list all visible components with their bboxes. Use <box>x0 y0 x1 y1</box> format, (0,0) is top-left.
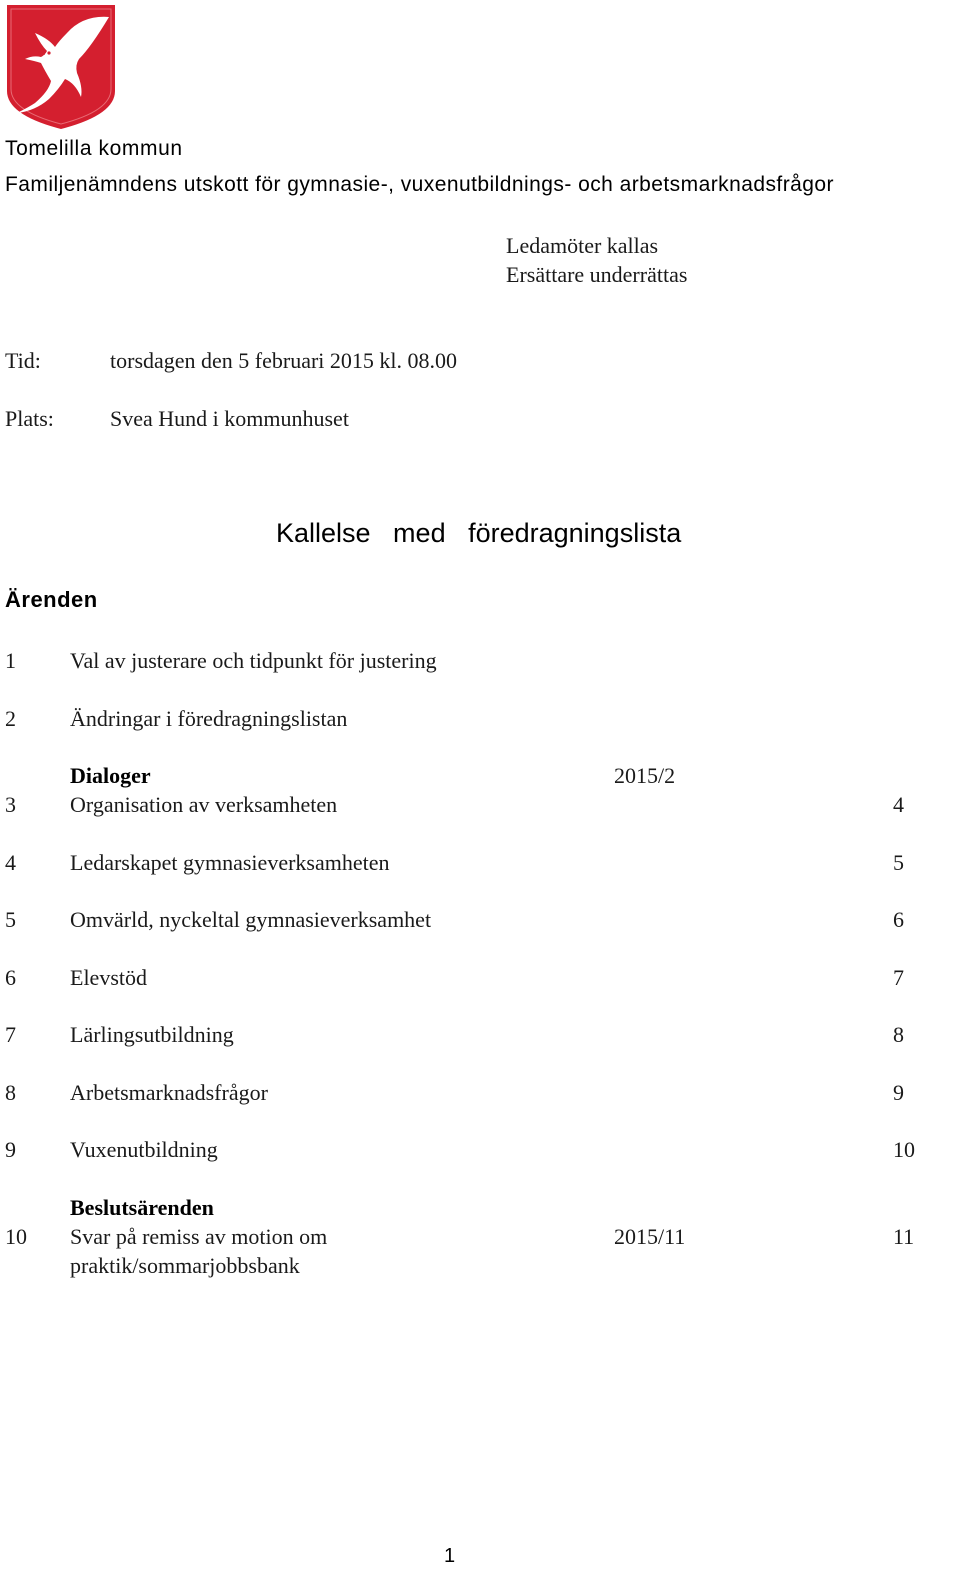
item-page: 11 <box>893 1224 915 1249</box>
item-ref: 2015/11 <box>614 1224 686 1249</box>
item-number: 8 <box>5 1080 16 1105</box>
item-number: 9 <box>5 1137 16 1162</box>
item-text: Ändringar i föredragningslistan <box>70 706 348 731</box>
item-page: 9 <box>893 1080 904 1105</box>
item-number: 7 <box>5 1022 16 1047</box>
document-title: Kallelse med föredragningslista <box>276 518 682 548</box>
item-page: 10 <box>893 1137 915 1162</box>
item-text: Vuxenutbildning <box>70 1137 218 1162</box>
item-text: Elevstöd <box>70 965 147 990</box>
item-text: Lärlingsutbildning <box>70 1022 234 1047</box>
item-text: Ledarskapet gymnasieverksamheten <box>70 850 390 875</box>
item-text-continued: praktik/sommarjobbsbank <box>70 1253 300 1278</box>
item-number: 4 <box>5 850 16 875</box>
item-page: 8 <box>893 1022 904 1047</box>
item-page: 4 <box>893 792 904 817</box>
item-text: Svar på remiss av motion om <box>70 1224 328 1249</box>
item-text: Omvärld, nyckeltal gymnasieverksamhet <box>70 907 432 932</box>
item-number: 10 <box>5 1224 27 1249</box>
item-number: 5 <box>5 907 16 932</box>
kite-bird-coat-of-arms-icon <box>5 3 117 131</box>
group-heading-beslutsarenden: Beslutsärenden <box>70 1195 214 1220</box>
place-label: Plats: <box>5 406 54 431</box>
item-text: Val av justerare och tidpunkt för justering <box>70 648 437 673</box>
page-number: 1 <box>444 1545 456 1567</box>
group-ref: 2015/2 <box>614 763 676 788</box>
item-number: 3 <box>5 792 16 817</box>
item-page: 5 <box>893 850 904 875</box>
time-label: Tid: <box>5 348 41 373</box>
group-heading-dialoger: Dialoger <box>70 763 151 788</box>
municipality-name: Tomelilla kommun <box>5 137 183 160</box>
item-number: 6 <box>5 965 16 990</box>
item-number: 1 <box>5 648 16 673</box>
recipients-substitutes: Ersättare underrättas <box>506 262 688 287</box>
municipality-logo <box>5 3 117 131</box>
section-heading: Ärenden <box>5 587 98 612</box>
item-number: 2 <box>5 706 16 731</box>
item-text: Organisation av verksamheten <box>70 792 338 817</box>
place-value: Svea Hund i kommunhuset <box>110 406 349 431</box>
time-value: torsdagen den 5 februari 2015 kl. 08.00 <box>110 348 458 373</box>
item-text: Arbetsmarknadsfrågor <box>70 1080 268 1105</box>
item-page: 7 <box>893 965 904 990</box>
item-page: 6 <box>893 907 904 932</box>
recipients-members: Ledamöter kallas <box>506 233 659 258</box>
committee-name: Familjenämndens utskott för gymnasie-, vuxenutbildnings- och arbetsmarknadsfrågor <box>5 173 834 196</box>
